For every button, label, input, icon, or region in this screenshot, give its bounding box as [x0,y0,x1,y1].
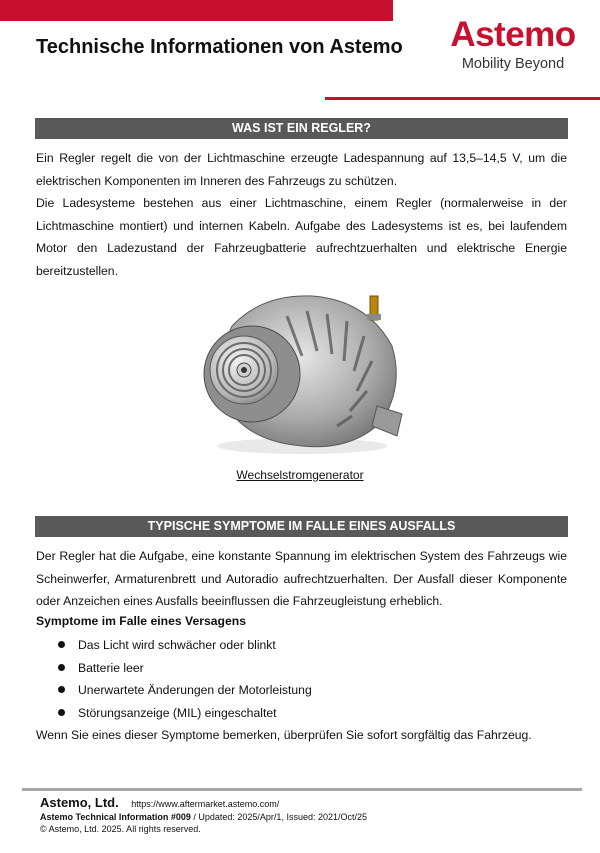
page-title: Technische Informationen von Astemo [36,36,403,58]
title-divider [325,97,600,100]
list-item: Störungsanzeige (MIL) eingeschaltet [56,702,312,725]
footer-divider [22,788,582,791]
footer-doc-label: Astemo Technical Information #009 [40,811,191,822]
top-red-bar [0,0,393,21]
list-item: Unerwartete Änderungen der Motorleistung [56,679,312,702]
alternator-image [192,286,410,460]
astemo-logo [437,16,589,73]
list-item: Das Licht wird schwächer oder blinkt [56,634,312,657]
bullet-icon [58,641,65,648]
footer-url-link[interactable]: https://www.aftermarket.astemo.com/ [131,799,280,809]
list-item: Batterie leer [56,657,312,680]
bullet-icon [58,664,65,671]
intro-paragraph-1: Ein Regler regelt die von der Lichtmaschine erzeugte Ladespannung auf 13,5–14,5 V, um die elektrischen Komponenten im Inneren des Fahrzeugs zu schützen. [36,151,567,188]
footer [40,797,367,836]
symptoms-intro-paragraph: Der Regler hat die Aufgabe, eine konstante Spannung im elektrischen System des Fahrzeugs wie Scheinwerfer, Armaturenbrett und Autoradio aufrechtzuerhalten. Der Ausfall dieser Komponente oder Anzeichen eines Ausfalls beeinflussen die Fahrzeugleistung erheblich. [36,549,567,608]
closing-paragraph: Wenn Sie eines dieser Symptome bemerken, überprüfen Sie sofort sorgfältig das Fahrzeug. [36,728,532,742]
section-heading-regler: WAS IST EIN REGLER? [35,118,568,139]
bullet-icon [58,709,65,716]
symptom-list [56,634,312,724]
image-caption: Wechselstromgenerator [236,468,364,482]
footer-copyright: © Astemo, Ltd. 2025. All rights reserved. [40,824,201,834]
symptoms-subheading: Symptome im Falle eines Versagens [36,614,246,628]
footer-company: Astemo, Ltd. [40,795,119,810]
footer-doc-dates: / Updated: 2025/Apr/1, Issued: 2021/Oct/25 [190,811,367,822]
logo-tagline: Mobility Beyond [461,56,565,72]
bullet-icon [58,686,65,693]
logo-wordmark: Astemo [450,15,576,54]
section-heading-symptome: TYPISCHE SYMPTOME IM FALLE EINES AUSFALLS [35,516,568,537]
intro-paragraph-2: Die Ladesysteme bestehen aus einer Lichtmaschine, einem Regler (normalerweise in der Lichtmaschine montiert) und internen Kabeln. Aufgabe des Ladesystems ist es, bei laufendem Motor den Ladezustand der Fahrzeugbatterie aufrechtzuerhalten und elektrische Energie bereitzustellen. [36,196,567,278]
